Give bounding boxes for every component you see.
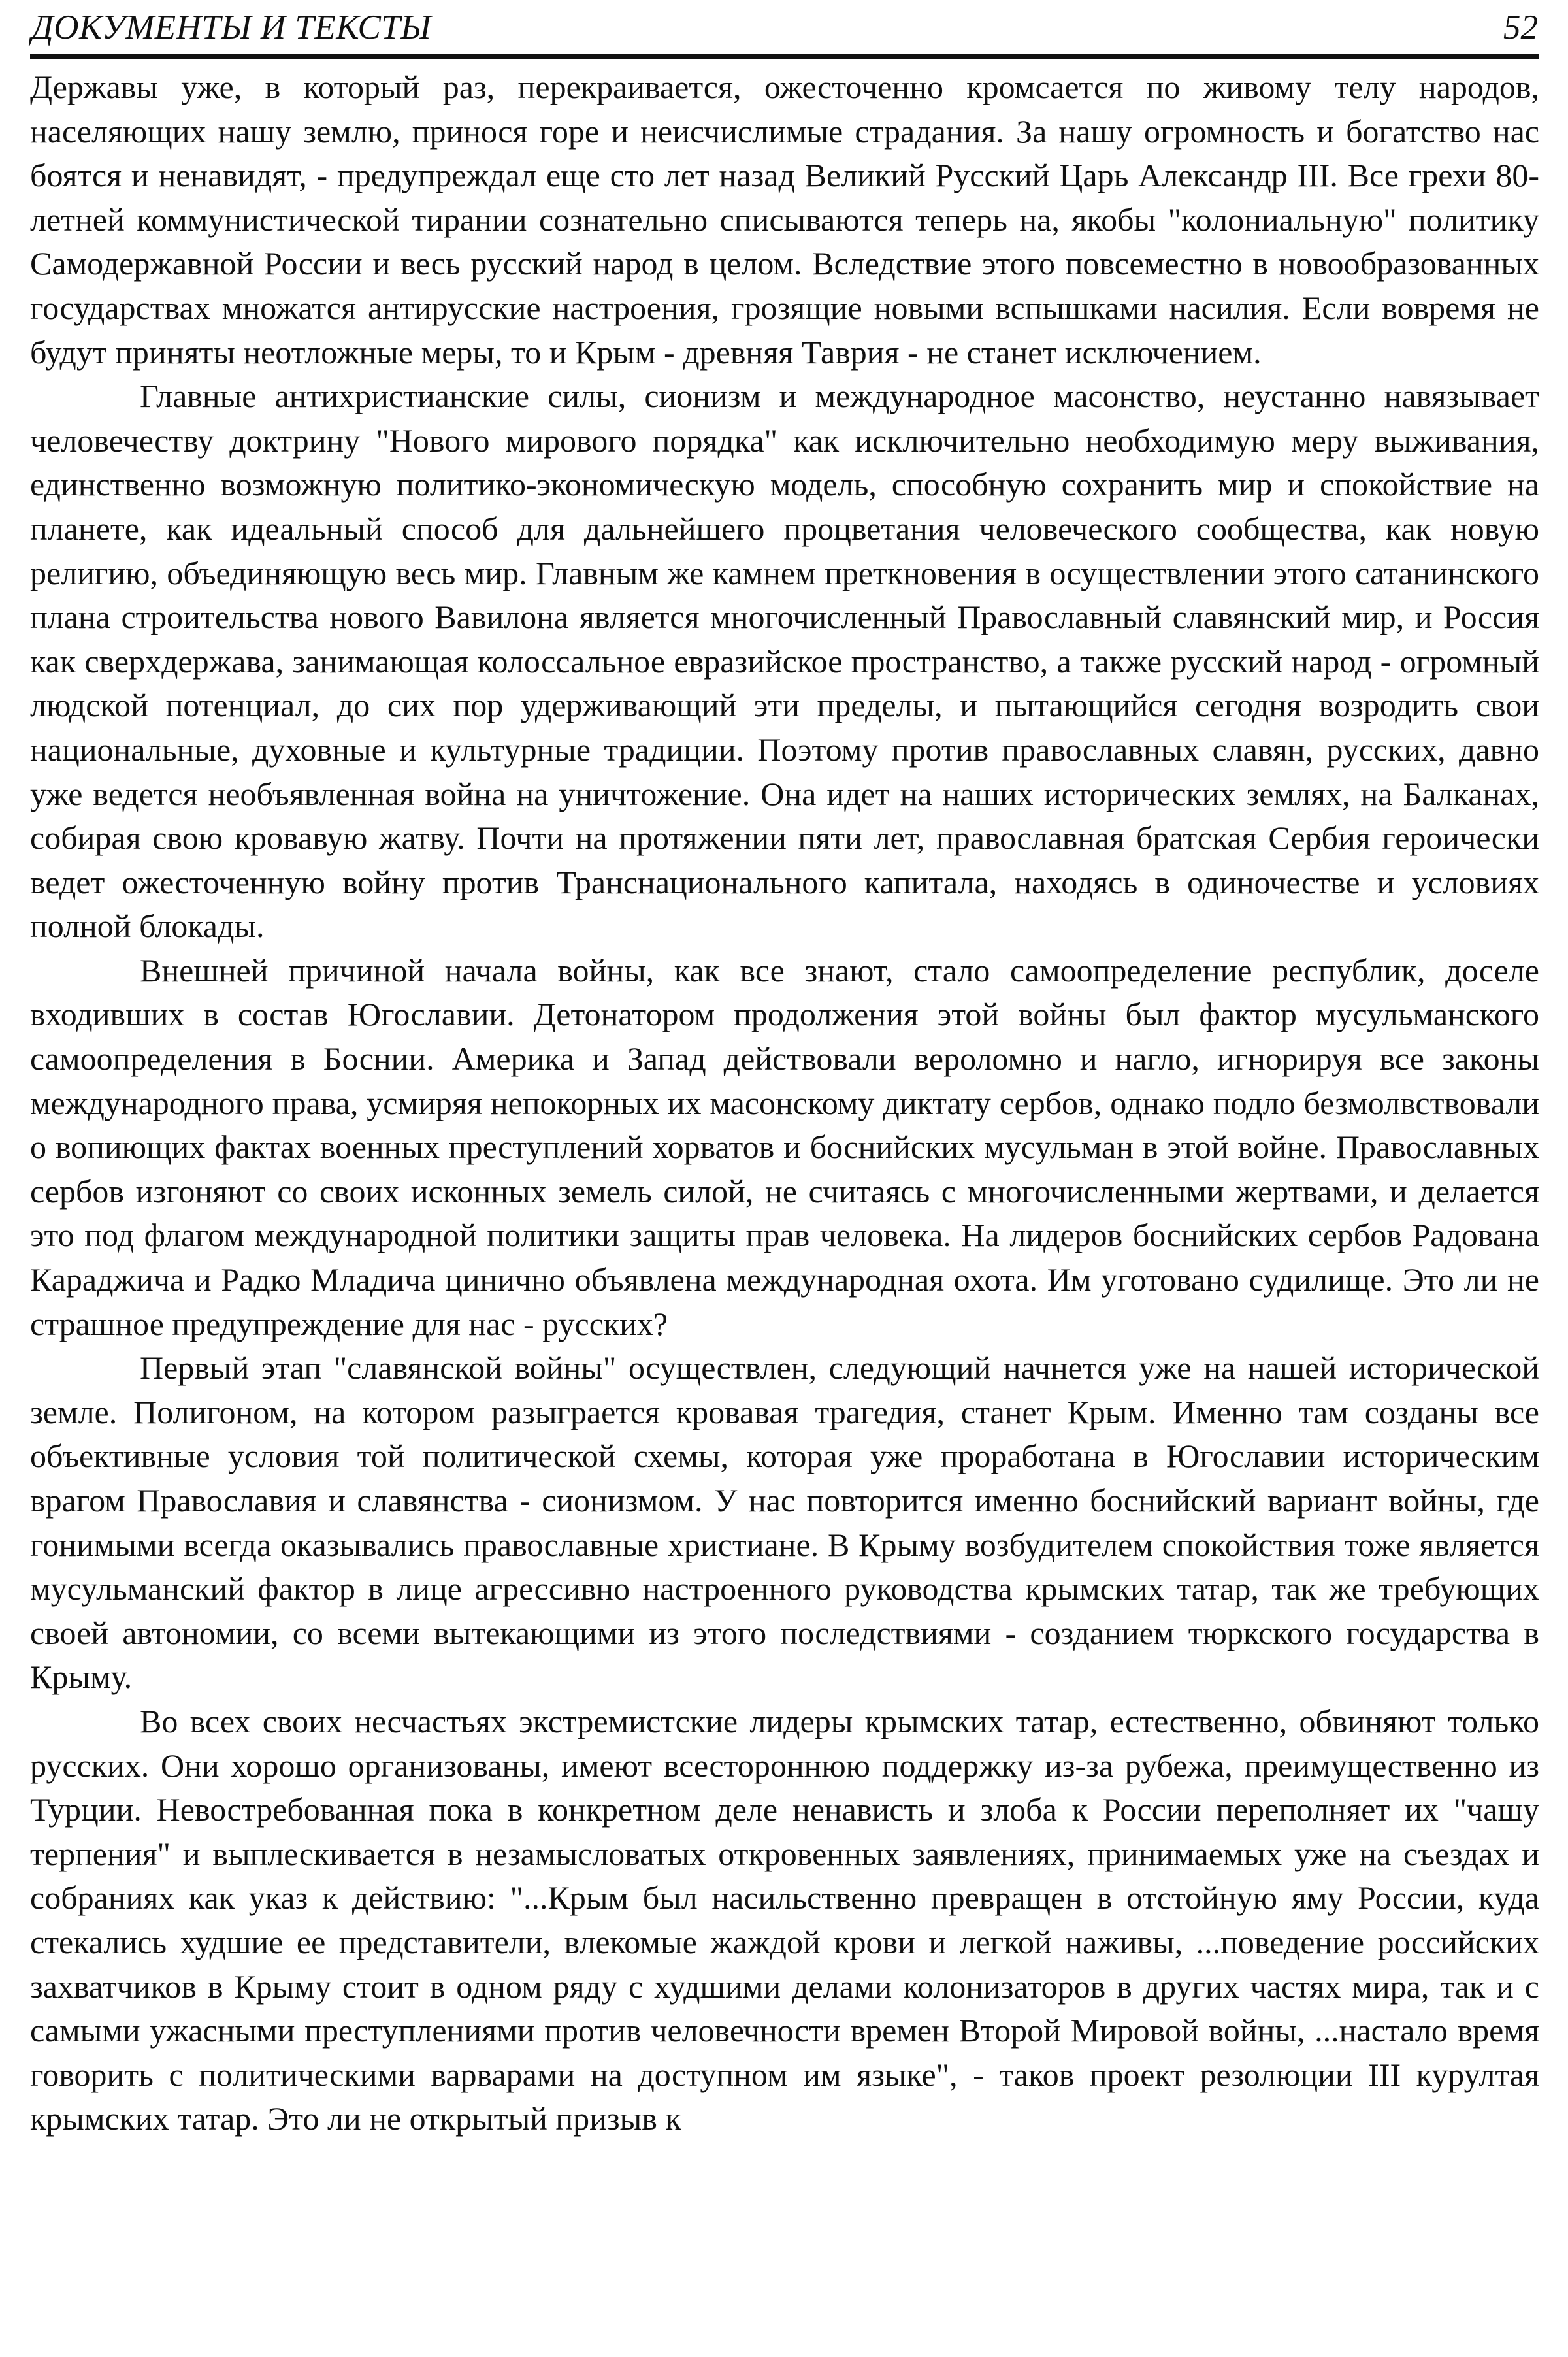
- paragraph-3: Внешней причиной начала войны, как все знают, стало самоопределение республик, доселе входивших в состав Югославии. Детонатором продолжения этой войны был фактор мусульманского самоопределения в Боснии. Америка и Запад действовали вероломно и нагло, игнорируя все законы международного права, усмиряя непокорных их масонскому диктату сербов, однако подло безмолвствовали о вопиющих фактах военных преступлений хорватов и боснийских мусульман в этой войне. Православных сербов изгоняют со своих исконных земель силой, не считаясь с многочисленными жертвами, и делается это под флагом международной политики защиты прав человека. На лидеров боснийских сербов Радована Караджича и Радко Младича цинично объявлена международная охота. Им уготовано судилище. Это ли не страшное предупреждение для нас - русских?: [30, 951, 1539, 1342]
- paragraph-2: Главные антихристианские силы, сионизм и международное масонство, неустанно навязывает человечеству доктрину "Нового мирового порядка" как исключительно необходимую меру выживания, единственно возможную политико-экономическую модель, способную сохранить мир и спокойствие на планете, как идеальный способ для дальнейшего процветания человеческого сообщества, как новую религию, объединяющую весь мир. Главным же камнем преткновения в осуществлении этого сатанинского плана строительства нового Вавилона является многочисленный Православный славянский мир, и Россия как сверхдержава, занимающая колоссальное евразийское пространство, а также русский народ - огромный людской потенциал, до сих пор удерживающий эти пределы, и пытающийся сегодня возродить свои национальные, духовные и культурные традиции. Поэтому против православных славян, русских, давно уже ведется необъявленная война на уничтожение. Она идет на наших исторических землях, на Балканах, собирая свою кровавую жатву. Почти на протяжении пяти лет, православная братская Сербия героически ведет ожесточенную войну против Транснационального капитала, находясь в одиночестве и условиях полной блокады.: [30, 378, 1539, 945]
- section-title: ДОКУМЕНТЫ И ТЕКСТЫ: [31, 8, 432, 46]
- running-header: [30, 0, 1539, 59]
- paragraph-1: Державы уже, в который раз, перекраивается, ожесточенно кромсается по живому телу народов, населяющих нашу землю, принося горе и неисчислимые страдания. За нашу огромность и богатство нас боятся и ненавидят, - предупреждал еще сто лет назад Великий Русский Царь Александр III. Все грехи 80-летней коммунистической тирании сознательно списываются теперь на, якобы "колониальную" политику Самодержавной России и весь русский народ в целом. Вследствие этого повсеместно в новообразованных государствах множатся антирусские настроения, грозящие новыми вспышками насилия. Если вовремя не будут приняты неотложные меры, то и Крым - древняя Таврия - не станет исключением.: [30, 69, 1539, 371]
- document-page: [30, 0, 1539, 2141]
- paragraph-5: Во всех своих несчастьях экстремистские лидеры крымских татар, естественно, обвиняют только русских. Они хорошо организованы, имеют всестороннюю поддержку из-за рубежа, преимущественно из Турции. Невостребованная пока в конкретном деле ненависть и злоба к России переполняет их "чашу терпения" и выплескивается в незамысловатых откровенных заявлениях, принимаемых уже на съездах и собраниях как указ к действию: "...Крым был насильственно превращен в отстойную яму России, куда стекались худшие ее представители, влекомые жаждой крови и легкой наживы, ...поведение российских захватчиков в Крыму стоит в одном ряду с худшими делами колонизаторов в других частях мира, так и с самыми ужасными преступлениями против человечности времен Второй Мировой войны, ...настало время говорить с политическими варварами на доступном им языке", - таков проект резолюции III курултая крымских татар. Это ли не открытый призыв к: [30, 1702, 1539, 2137]
- page-number: 52: [1503, 8, 1538, 46]
- body-text: [30, 65, 1539, 2141]
- paragraph-4: Первый этап "славянской войны" осуществлен, следующий начнется уже на нашей исторической земле. Полигоном, на котором разыграется кровавая трагедия, станет Крым. Именно там созданы все объективные условия той политической схемы, которая уже проработана в Югославии историческим врагом Православия и славянства - сионизмом. У нас повторится именно боснийский вариант войны, где гонимыми всегда оказывались православные христиане. В Крыму возбудителем спокойствия тоже является мусульманский фактор в лице агрессивно настроенного руководства крымских татар, так же требующих своей автономии, со всеми вытекающими из этого последствиями - созданием тюркского государства в Крыму.: [30, 1349, 1539, 1696]
